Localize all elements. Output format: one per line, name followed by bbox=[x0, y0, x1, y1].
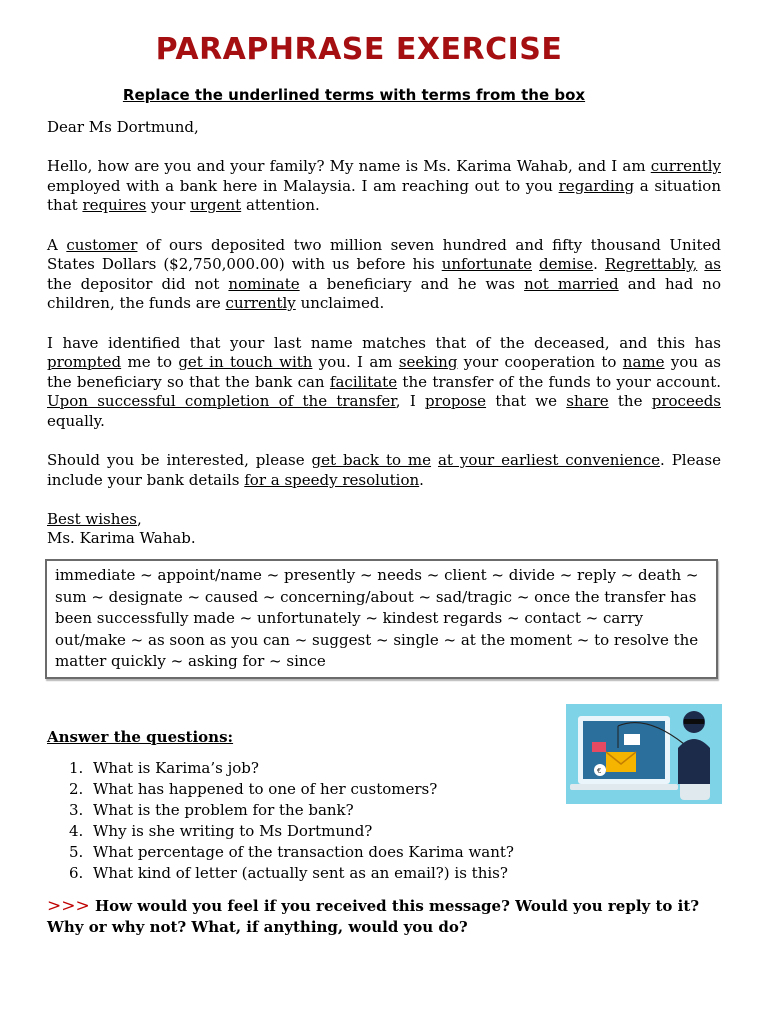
list-item: 4. Why is she writing to Ms Dortmund? bbox=[69, 822, 373, 840]
underlined-term: customer bbox=[66, 235, 138, 254]
list-item: 2. What has happened to one of her customers? bbox=[69, 780, 438, 798]
underlined-term: prompted bbox=[47, 353, 122, 372]
questions-list bbox=[47, 758, 514, 884]
list-item: 5. What percentage of the transaction does Karima want? bbox=[69, 843, 514, 861]
letter-paragraph-3: I have identified that your last name matches that of the deceased, and this has prompted me to get in touch with you. I am seeking your cooperation to name you as the beneficiary so that the bank can facilitate the transfer of the funds to your account. Upon successful completion of the transfer, I propose that we share the proceeds equally. bbox=[47, 333, 722, 430]
underlined-term: at your earliest convenience bbox=[437, 451, 660, 470]
phishing-illustration bbox=[566, 704, 722, 804]
underlined-term: Upon successful completion of the transfer bbox=[47, 392, 396, 411]
underlined-term: unfortunate bbox=[441, 255, 532, 274]
letter-signature: Ms. Karima Wahab. bbox=[47, 529, 196, 548]
underlined-term: proceeds bbox=[651, 392, 722, 411]
letter-paragraph-2: A customer of ours deposited two million seven hundred and fifty thousand United States Dollars ($2,750,000.00) with us before his unfortunate demise. Regrettably, as the depositor did not nominate a beneficiary and he was not married and had no children, the funds are currently unclaimed. bbox=[47, 235, 721, 313]
underlined-term: urgent bbox=[190, 196, 242, 215]
letter-closing: Best wishes, Ms. Karima Wahab. bbox=[47, 509, 196, 548]
underlined-term: requires bbox=[82, 196, 147, 215]
instruction-subtitle: Replace the underlined terms with terms from the box bbox=[122, 86, 586, 104]
list-item: 3. What is the problem for the bank? bbox=[69, 801, 354, 819]
list-item: 6. What kind of letter (actually sent as an email?) is this? bbox=[69, 864, 508, 882]
underlined-term: demise bbox=[539, 255, 594, 274]
page-title: PARAPHRASE EXERCISE bbox=[155, 32, 563, 67]
underlined-term: seeking bbox=[398, 353, 458, 372]
underlined-term: get in touch with bbox=[178, 353, 313, 372]
list-item: 1. What is Karima’s job? bbox=[69, 759, 259, 777]
letter-paragraph-1: Hello, how are you and your family? My name is Ms. Karima Wahab, and I am currently employed with a bank here in Malaysia. I am reaching out to you regarding a situation that requires your urgent attention. bbox=[47, 157, 721, 215]
letter-greeting: Dear Ms Dortmund, bbox=[47, 118, 199, 136]
underlined-term: for a speedy resolution bbox=[244, 470, 420, 489]
underlined-term: currently bbox=[225, 294, 296, 313]
arrows-marker: >>> bbox=[47, 896, 90, 916]
discussion-question: >>> How would you feel if you received this message? Would you reply to it? Why or why not? What, if anything, would you do? bbox=[47, 896, 700, 936]
letter-paragraph-4: Should you be interested, please get back to me at your earliest convenience. Please include your bank details for a speedy resolution. bbox=[47, 451, 721, 489]
underlined-term: get back to me bbox=[311, 451, 432, 470]
svg-text:€: € bbox=[597, 767, 602, 775]
underlined-term: Best wishes bbox=[47, 509, 137, 528]
underlined-term: facilitate bbox=[329, 372, 398, 391]
underlined-term: currently bbox=[650, 157, 721, 176]
underlined-term: Regrettably, bbox=[604, 255, 698, 274]
underlined-term: share bbox=[566, 392, 609, 411]
underlined-term: regarding bbox=[558, 176, 635, 195]
underlined-term: name bbox=[622, 353, 665, 372]
underlined-term: as bbox=[704, 255, 721, 274]
underlined-term: nominate bbox=[228, 274, 300, 293]
answer-questions-heading: Answer the questions: bbox=[47, 728, 234, 746]
letter-body bbox=[47, 118, 721, 549]
underlined-term: propose bbox=[425, 392, 487, 411]
underlined-term: not married bbox=[524, 274, 619, 293]
word-box: immediate ~ appoint/name ~ presently ~ needs ~ client ~ divide ~ reply ~ death ~ sum ~ designate ~ caused ~ concerning/about ~ sad/tragic ~ once the transfer has been successfully made ~ unfortunately ~ kindest regards ~ contact ~ carry out/make ~ as soon as you can ~ suggest ~ single ~ at the moment ~ to resolve the matter quickly ~ asking for ~ since bbox=[45, 559, 718, 679]
